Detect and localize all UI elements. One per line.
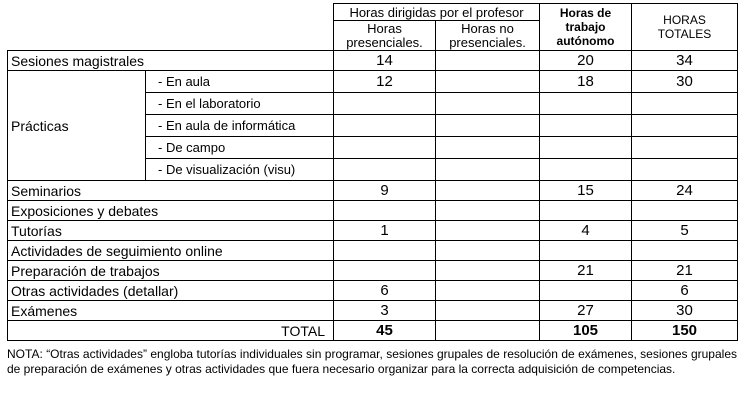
cell-total: 30 [632, 71, 738, 93]
cell-presenciales [334, 159, 436, 181]
cell-presenciales [334, 93, 436, 115]
table-row [8, 51, 738, 71]
cell-autonomo: 15 [540, 181, 632, 201]
cell-autonomo [540, 115, 632, 137]
row-label: Tutorías [8, 221, 334, 241]
total-presenciales: 45 [334, 321, 436, 341]
cell-no-presenciales [436, 115, 540, 137]
hours-table [7, 3, 738, 341]
cell-no-presenciales [436, 159, 540, 181]
row-label: Exposiciones y debates [8, 201, 334, 221]
practicas-label: Prácticas [8, 71, 146, 181]
total-total: 150 [632, 321, 738, 341]
cell-total [632, 93, 738, 115]
cell-total: 30 [632, 301, 738, 321]
cell-no-presenciales [436, 201, 540, 221]
cell-no-presenciales [436, 281, 540, 301]
cell-presenciales [334, 241, 436, 261]
cell-autonomo [540, 241, 632, 261]
sub-row-label: - En aula [146, 71, 334, 93]
cell-total: 6 [632, 281, 738, 301]
cell-total [632, 241, 738, 261]
row-label: Sesiones magistrales [8, 51, 334, 71]
sub-row-label: - En el laboratorio [146, 93, 334, 115]
cell-presenciales [334, 261, 436, 281]
cell-presenciales: 14 [334, 51, 436, 71]
row-label: Seminarios [8, 181, 334, 201]
cell-autonomo [540, 137, 632, 159]
cell-total: 34 [632, 51, 738, 71]
cell-no-presenciales [436, 261, 540, 281]
cell-no-presenciales [436, 137, 540, 159]
header-trabajo-autonomo: Horas de trabajo autónomo [540, 4, 632, 51]
header-group-label: Horas dirigidas por el profesor [334, 4, 540, 21]
table-row [8, 181, 738, 201]
total-no-presenciales [436, 321, 540, 341]
cell-no-presenciales [436, 241, 540, 261]
cell-presenciales [334, 137, 436, 159]
cell-total [632, 201, 738, 221]
cell-autonomo: 20 [540, 51, 632, 71]
header-no-presenciales: Horas no presenciales. [436, 21, 540, 51]
sub-row-label: - En aula de informática [146, 115, 334, 137]
cell-autonomo [540, 159, 632, 181]
cell-autonomo: 18 [540, 71, 632, 93]
cell-no-presenciales [436, 301, 540, 321]
cell-total: 24 [632, 181, 738, 201]
cell-autonomo: 27 [540, 301, 632, 321]
cell-total: 5 [632, 221, 738, 241]
row-label: Exámenes [8, 301, 334, 321]
cell-autonomo: 4 [540, 221, 632, 241]
cell-presenciales [334, 201, 436, 221]
table-row [8, 261, 738, 281]
cell-presenciales: 3 [334, 301, 436, 321]
cell-total [632, 159, 738, 181]
cell-presenciales [334, 115, 436, 137]
table-row [8, 201, 738, 221]
row-label: Preparación de trabajos [8, 261, 334, 281]
header-presenciales: Horas presenciales. [334, 21, 436, 51]
cell-total [632, 115, 738, 137]
table-row [8, 221, 738, 241]
cell-autonomo [540, 281, 632, 301]
table-row [8, 71, 738, 93]
row-label: Actividades de seguimiento online [8, 241, 334, 261]
sub-row-label: - De visualización (visu) [146, 159, 334, 181]
cell-presenciales: 6 [334, 281, 436, 301]
cell-autonomo [540, 93, 632, 115]
total-autonomo: 105 [540, 321, 632, 341]
table-row [8, 281, 738, 301]
cell-no-presenciales [436, 51, 540, 71]
sub-row-label: - De campo [146, 137, 334, 159]
total-label: TOTAL [8, 321, 334, 341]
cell-presenciales: 9 [334, 181, 436, 201]
row-label: Otras actividades (detallar) [8, 281, 334, 301]
cell-total: 21 [632, 261, 738, 281]
cell-total [632, 137, 738, 159]
cell-presenciales: 1 [334, 221, 436, 241]
cell-no-presenciales [436, 71, 540, 93]
cell-autonomo [540, 201, 632, 221]
cell-autonomo: 21 [540, 261, 632, 281]
footnote: NOTA: “Otras actividades” engloba tutorías individuales sin programar, sesiones grupales de resolución de exámenes, sesiones grupales de preparación de exámenes y otras actividades que fuera necesario organizar para la correcta adquisición de competencias. [7, 347, 737, 376]
total-row [8, 321, 738, 341]
table-row [8, 241, 738, 261]
cell-presenciales: 12 [334, 71, 436, 93]
table-row [8, 301, 738, 321]
cell-no-presenciales [436, 221, 540, 241]
header-totales: HORAS TOTALES [632, 4, 738, 51]
cell-no-presenciales [436, 181, 540, 201]
cell-no-presenciales [436, 93, 540, 115]
